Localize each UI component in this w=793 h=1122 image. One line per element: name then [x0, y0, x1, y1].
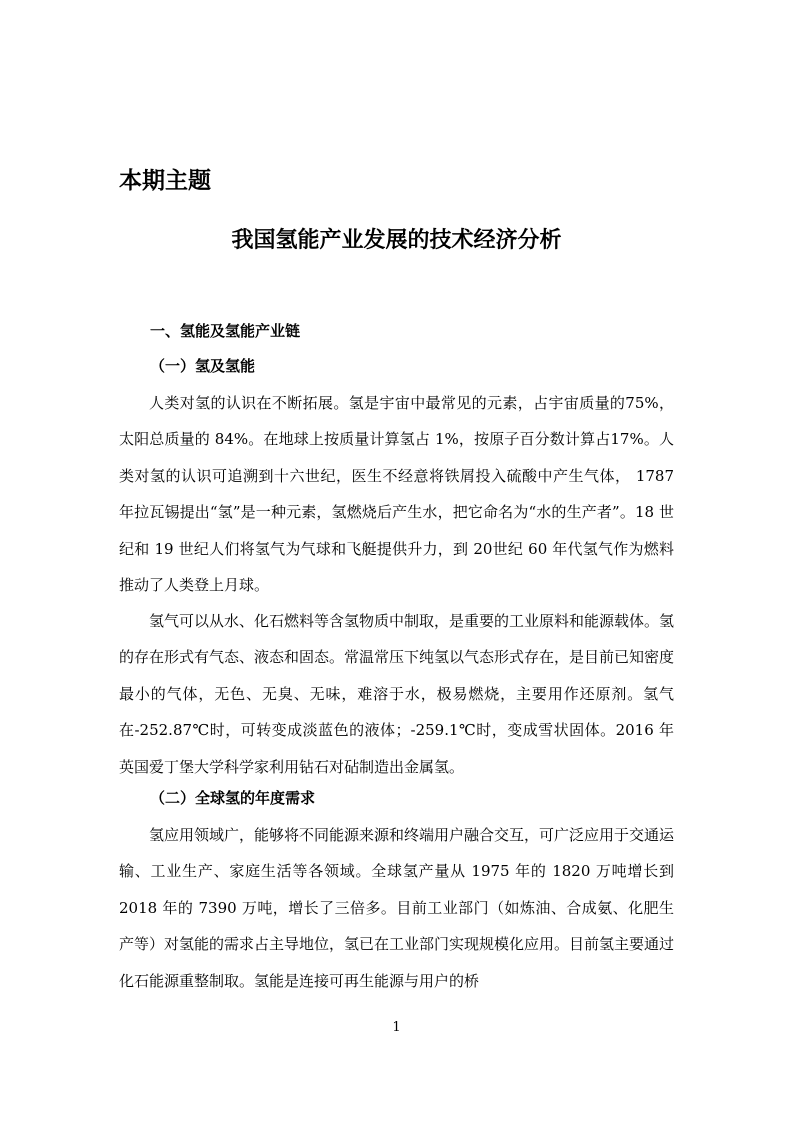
subsection-heading: （二）全球氢的年度需求 [150, 789, 316, 807]
body-paragraph: 人类对氢的认识在不断拓展。氢是宇宙中最常见的元素，占宇宙质量的75%，太阳总质量的 84%。在地球上按质量计算氢占 1%，按原子百分数计算占17%。人类对氢的认识可追溯到十六世纪，医生不经意将铁屑投入硫酸中产生气体， 1787 年拉瓦锡提出“氢”是一种元素，氢燃烧后产生水，把它命名为“水的生产者”。18 世纪和 19 世纪人们将氢气为气球和飞艇提供升力，到 20世纪 60 年代氢气作为燃料推动了人类登上月球。 [119, 394, 674, 595]
subsection-heading: （一）氢及氢能 [150, 357, 256, 375]
page-number: 1 [392, 1020, 401, 1035]
document-title: 我国氢能产业发展的技术经济分析 [231, 228, 562, 253]
section-label: 本期主题 [119, 168, 211, 194]
section-heading: 一、氢能及氢能产业链 [150, 322, 301, 340]
body-paragraph: 氢气可以从水、化石燃料等含氢物质中制取，是重要的工业原料和能源载体。氢的存在形式有气态、液态和固态。常温常压下纯氢以气态形式存在，是目前已知密度最小的气体，无色、无臭、无味，难溶于水，极易燃烧，主要用作还原剂。氢气在-252.87℃时，可转变成淡蓝色的液体；-259.1℃时，变成雪状固体。2016 年英国爱丁堡大学科学家利用钻石对砧制造出金属氢。 [119, 612, 675, 776]
body-paragraph: 氢应用领域广，能够将不同能源来源和终端用户融合交互，可广泛应用于交通运输、工业生产、家庭生活等各领域。全球氢产量从 1975 年的 1820 万吨增长到 2018 年的 7390 万吨，增长了三倍多。目前工业部门（如炼油、合成氨、化肥生产等）对氢能的需求占主导地位，氢已在工业部门实现规模化应用。目前氢主要通过化石能源重整制取。氢能是连接可再生能源与用户的桥 [119, 826, 675, 990]
